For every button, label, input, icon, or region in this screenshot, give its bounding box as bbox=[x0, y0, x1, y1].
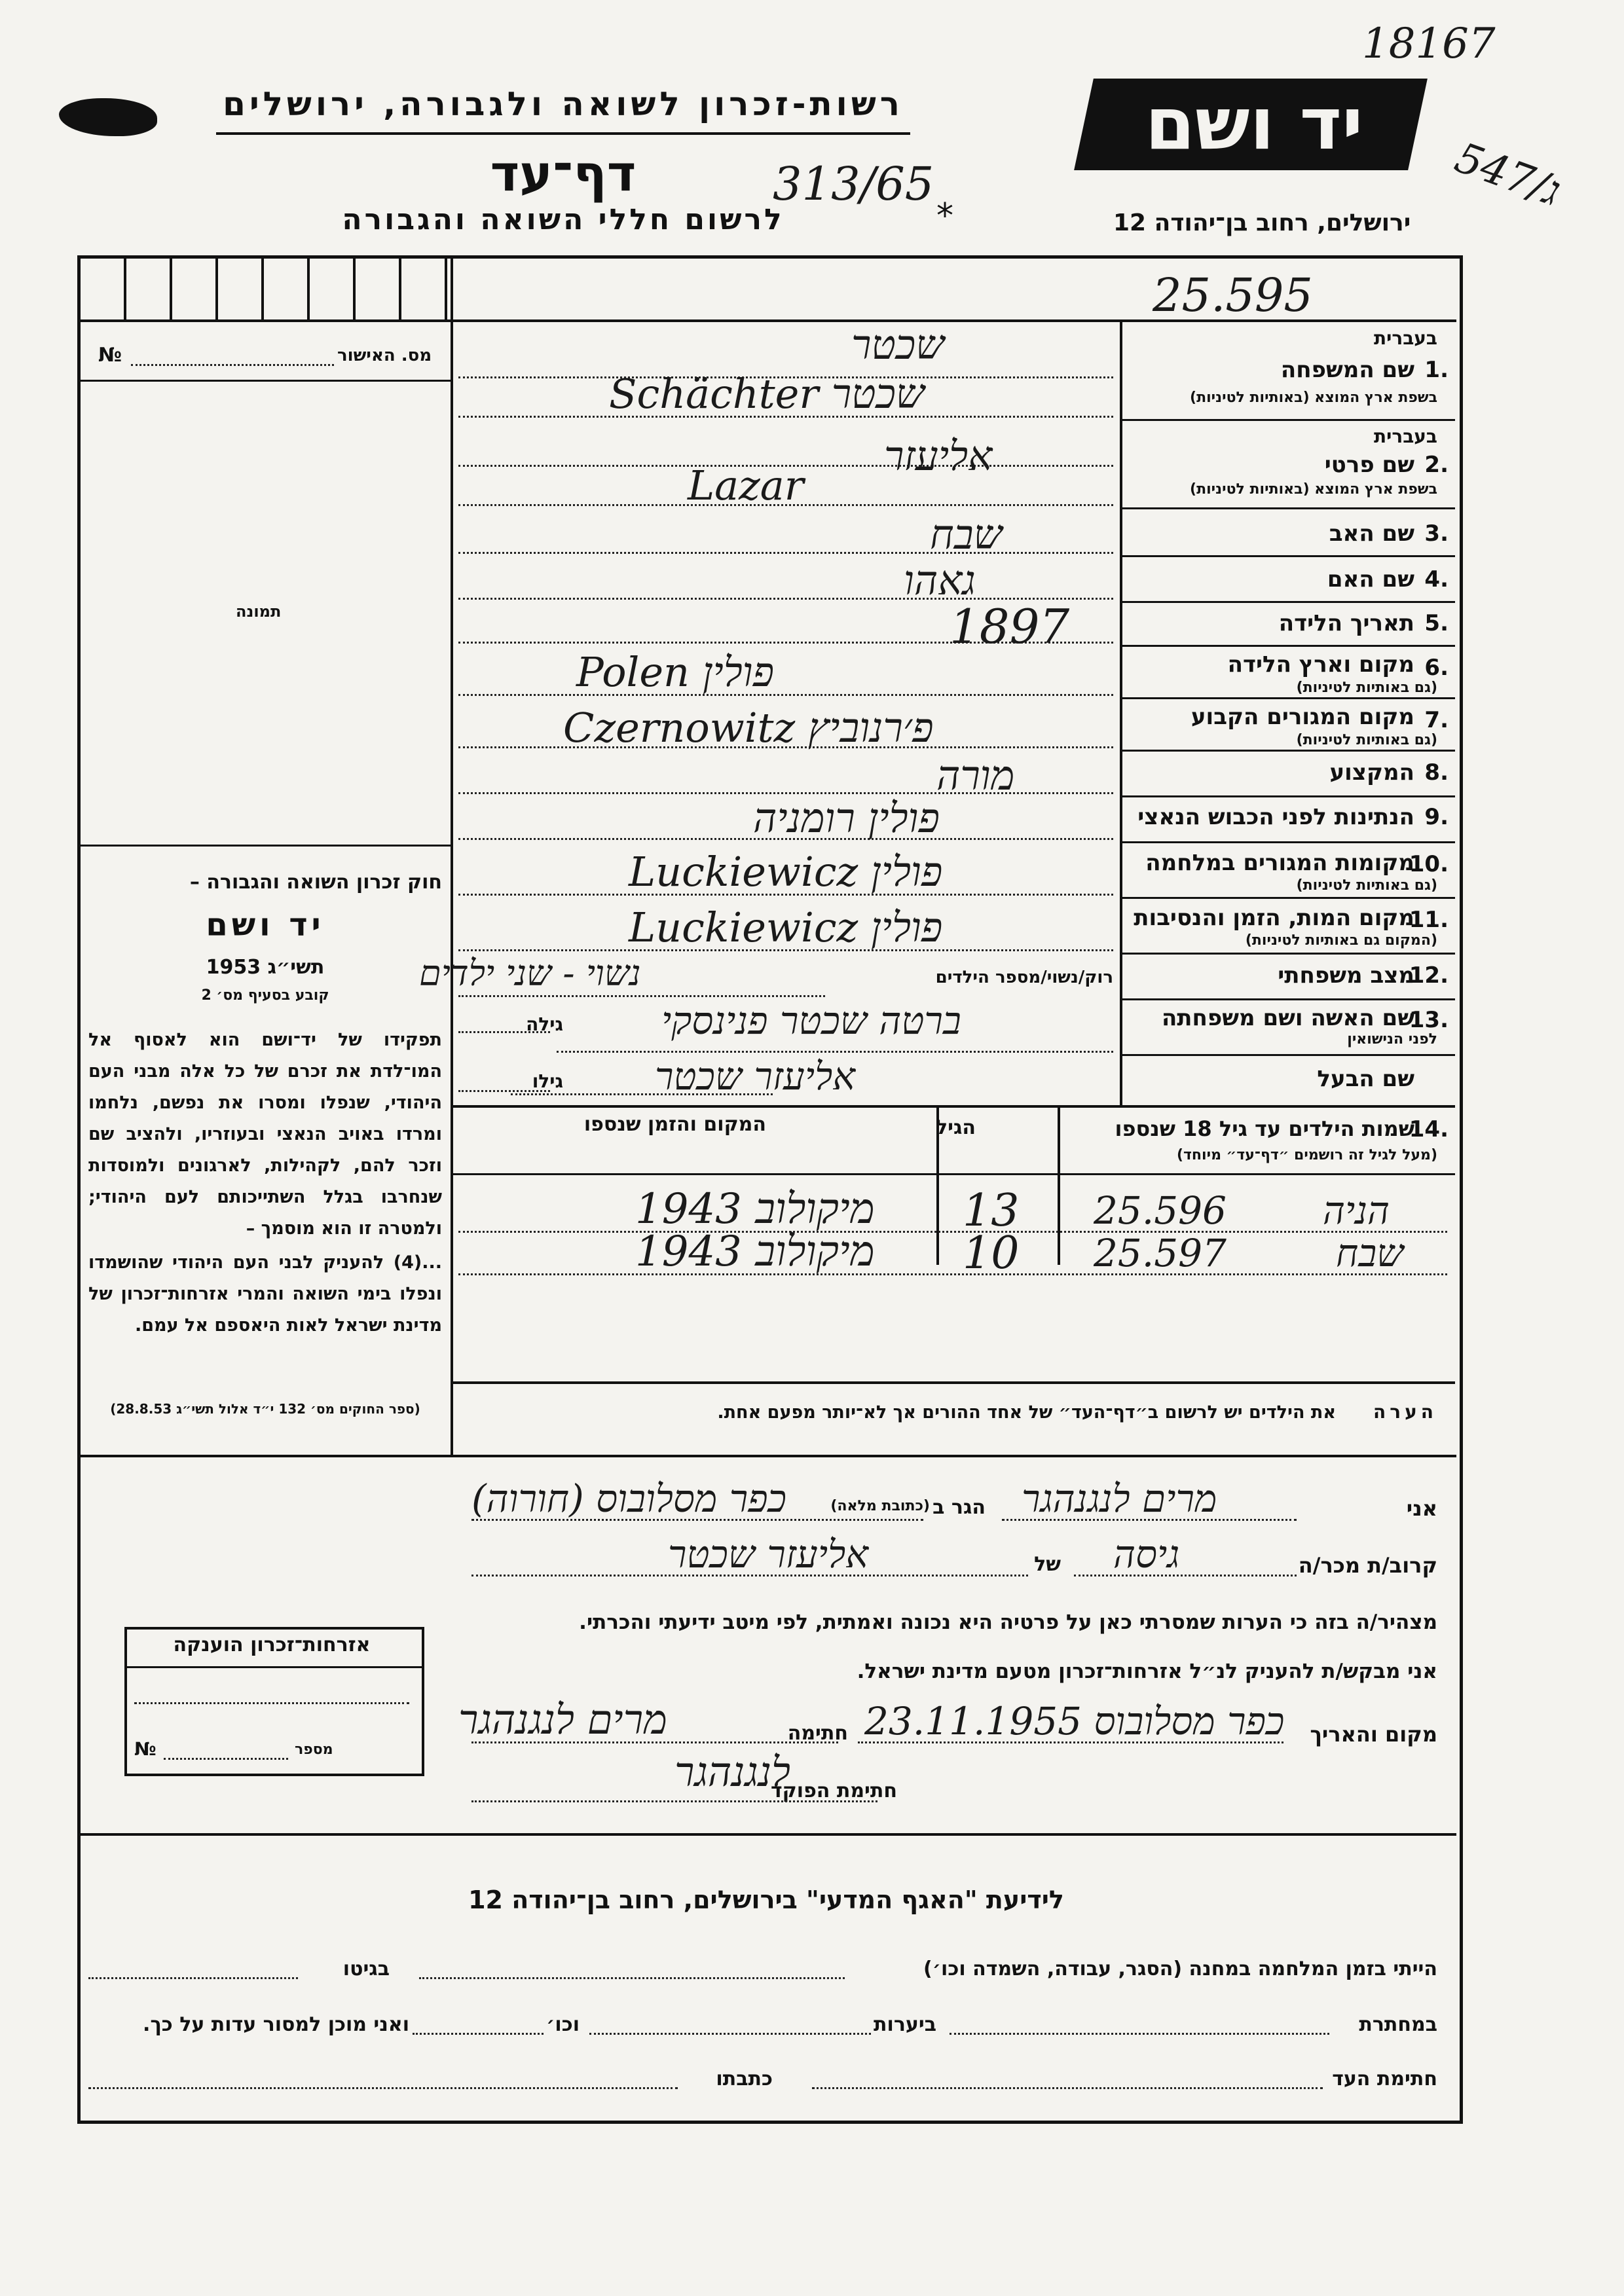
children-col-divider bbox=[1058, 1108, 1060, 1265]
field-13-label: שם האשה ושם משפחתה bbox=[1161, 1005, 1414, 1031]
row-line bbox=[1121, 750, 1455, 752]
row-line bbox=[1121, 419, 1455, 421]
child-row-line bbox=[458, 1273, 1447, 1275]
child-age: 10 bbox=[963, 1228, 1020, 1279]
citizenship-box-divider bbox=[124, 1666, 424, 1668]
footer-line1b: בגיטו bbox=[342, 1958, 390, 1980]
field-3-value: שבח bbox=[930, 511, 1003, 558]
field-2-number: 2. bbox=[1424, 452, 1449, 478]
decl-statement-1: מצהיר/ה בזה כי הערות שמסרתי כאן על פרטיה היא נכונה ואמתית, לפי מיטב ידיעתי והכרתי. bbox=[579, 1611, 1437, 1634]
row-line bbox=[1121, 507, 1455, 509]
law-ref: (ספר החוקים מס׳ 132 י״ד אלול תשי״ג 28.8.53) bbox=[110, 1401, 420, 1417]
footer-line1-label: הייתי בזמן המלחמה במחנה (הסגר, עבודה, השמדה וכו׳) bbox=[923, 1958, 1437, 1980]
children-header-line bbox=[453, 1173, 1455, 1175]
footer-line1b-dots bbox=[88, 1977, 298, 1979]
footer-line3b-dots bbox=[88, 2087, 678, 2089]
row-line bbox=[1121, 953, 1455, 955]
field-1-number: 1. bbox=[1424, 357, 1449, 383]
footer-line3a-dots bbox=[812, 2087, 1323, 2089]
field-10-value: Luckiewicz פולין bbox=[629, 848, 943, 896]
top-box-value: 25.595 bbox=[1153, 268, 1313, 322]
children-header-name: שמות הילדים עד גיל 18 שנספו bbox=[1115, 1116, 1414, 1141]
child-place: מיקולוב 1943 bbox=[635, 1228, 875, 1276]
note-label: הערה bbox=[1373, 1401, 1437, 1423]
footer-line2b: ביערות bbox=[874, 2013, 936, 2036]
field-13-age-label: גילה bbox=[526, 1013, 563, 1035]
child-place: מיקולוב 1943 bbox=[635, 1185, 875, 1233]
child-code: 25.596 bbox=[1094, 1188, 1227, 1233]
org-underline bbox=[216, 132, 910, 135]
field-2-sub: בשפת ארץ המוצא (באותיות לטיניות) bbox=[1190, 481, 1437, 498]
left-column-divider bbox=[451, 258, 453, 1456]
value-line bbox=[458, 694, 1113, 696]
field-5-label: תאריך הלידה bbox=[1278, 610, 1414, 636]
citizenship-box-title: אזרחות־זכרון הוענקה bbox=[173, 1633, 371, 1656]
form-title: דף־עד bbox=[490, 144, 637, 202]
decl-officer-line bbox=[471, 1800, 877, 1802]
field-3-number: 3. bbox=[1424, 520, 1449, 547]
stamp-number: 313/65 bbox=[773, 157, 934, 211]
field-3-label: שם האב bbox=[1329, 520, 1414, 547]
field-6-sub: (גם באותיות לטיניות) bbox=[1296, 680, 1437, 696]
row-line bbox=[1121, 601, 1455, 603]
law-name: יד ושם bbox=[206, 907, 325, 943]
row-line bbox=[1121, 998, 1455, 1000]
field-13-number: 13. bbox=[1409, 1007, 1449, 1033]
logo-text: יד ושם bbox=[1145, 82, 1363, 166]
husband-age-line bbox=[458, 1090, 550, 1092]
field-12-value: נשוי - שני ילדים bbox=[419, 953, 641, 994]
decl-statement-2: אני מבקש/ת להעניק לנ״ל אזרחות־זכרון מטעם מדינת ישראל. bbox=[857, 1660, 1437, 1683]
field-13-value: ברטה שכטר פנינסקי bbox=[661, 998, 961, 1043]
corner-note: 18167 bbox=[1362, 20, 1496, 68]
children-header-sub: (מעל לגיל זה רושמים ״דף־עד״ מיוחד) bbox=[1176, 1147, 1437, 1163]
law-year: תשי״ג 1953 bbox=[206, 956, 325, 979]
asterisk-mark: * bbox=[936, 196, 953, 236]
field-11-value: Luckiewicz פולין bbox=[629, 903, 943, 951]
decl-resident-label: הגר ב bbox=[932, 1496, 986, 1519]
row-line bbox=[1121, 1054, 1455, 1056]
footer-line2a: במחתרת bbox=[1359, 2013, 1437, 2036]
field-7-number: 7. bbox=[1424, 707, 1449, 733]
decl-place-date-label: מקום והאריך bbox=[1310, 1722, 1437, 1747]
law-text-2: ...(4) להעניק לבני העם היהודי שהושמדו ונפלו בימי השואה והמרי אזרחות־זכרון של מדינת ישראל לאות היאספם אל עמם. bbox=[88, 1252, 442, 1336]
child-row-line bbox=[458, 1231, 1447, 1233]
field-5-number: 5. bbox=[1424, 610, 1449, 636]
field-1-value: Schächter שכטר bbox=[609, 370, 925, 418]
field-13-age-line bbox=[458, 1031, 550, 1033]
decl-officer-signature: לנגנהגר bbox=[674, 1748, 791, 1796]
top-box-grid bbox=[81, 258, 451, 319]
decl-officer-label: חתימת הפוקד bbox=[771, 1779, 897, 1802]
field-11-sub: (המקום גם באותיות לטיניות) bbox=[1245, 932, 1437, 949]
husband-value: אליעזר שכטר bbox=[655, 1054, 856, 1099]
child-name: הניה bbox=[1323, 1188, 1390, 1233]
decl-of-name: אליעזר שכטר bbox=[668, 1532, 869, 1576]
decl-address: כפר מסלובוס (חורוה) bbox=[471, 1476, 786, 1521]
field-1-sub: בשפת ארץ המוצא (באותיות לטיניות) bbox=[1190, 390, 1437, 406]
field-4-label: שם האם bbox=[1327, 566, 1414, 592]
child-age: 13 bbox=[963, 1185, 1020, 1237]
citizenship-box-number: מספר bbox=[295, 1741, 333, 1758]
field-11-label: מקום המות, הזמן והנסיבות bbox=[1134, 905, 1414, 931]
field-12-number: 12. bbox=[1409, 962, 1449, 989]
field-11-number: 11. bbox=[1409, 907, 1449, 933]
field-8-number: 8. bbox=[1424, 759, 1449, 786]
row-line bbox=[1121, 795, 1455, 797]
decl-signature-label: חתימה bbox=[787, 1722, 848, 1745]
field-2-heb-tag: בעברית bbox=[1373, 426, 1437, 447]
footer-title: לידיעת "האגף המדעי" בירושלים, רחוב בן־יהודה 12 bbox=[468, 1886, 1064, 1914]
approval-underline bbox=[81, 380, 451, 382]
field-12-label: מצב משפחתי bbox=[1278, 962, 1414, 989]
footer-line2c-dots bbox=[413, 2033, 544, 2035]
child-name: שבח bbox=[1336, 1231, 1404, 1275]
row-line bbox=[1121, 555, 1455, 557]
field-1-value-hebrew: שכטר bbox=[851, 321, 945, 369]
label-column-divider bbox=[1120, 319, 1122, 1105]
footer-line2d: ואני מוכן למסור עדות על כך. bbox=[143, 2013, 409, 2036]
row-line bbox=[1121, 897, 1455, 899]
children-number: 14. bbox=[1409, 1116, 1449, 1142]
decl-place-date: כפר מסלובוס 23.11.1955 bbox=[864, 1699, 1285, 1743]
child-code: 25.597 bbox=[1094, 1231, 1227, 1275]
row-line bbox=[1121, 841, 1455, 843]
field-10-number: 10. bbox=[1409, 851, 1449, 877]
citizenship-box-mark: № bbox=[134, 1738, 157, 1760]
field-2-value: Lazar bbox=[688, 462, 804, 509]
field-1-heb-tag: בעברית bbox=[1373, 327, 1437, 349]
footer-line2b-dots bbox=[589, 2033, 871, 2035]
field-9-value: פולין רומניה bbox=[753, 794, 940, 842]
value-line bbox=[458, 995, 825, 997]
children-header-age: הגיל bbox=[936, 1116, 976, 1139]
footer-line3b: כתבתו bbox=[716, 2068, 773, 2090]
husband-age-label: גילו bbox=[532, 1070, 563, 1092]
decl-of-label: של bbox=[1034, 1553, 1061, 1576]
law-title: חוק זכרון השואה והגבורה – bbox=[189, 871, 442, 894]
photo-bottom-line bbox=[81, 845, 451, 847]
field-9-number: 9. bbox=[1424, 804, 1449, 830]
field-8-label: המקצוע bbox=[1329, 759, 1414, 786]
approval-no-mark: № bbox=[98, 344, 122, 367]
field-2-label: שם פרטי bbox=[1324, 452, 1414, 478]
form-subtitle: לרשום חללי השואה והגבורה bbox=[342, 203, 784, 236]
row-line bbox=[1121, 697, 1455, 699]
field-4-value: גאהו bbox=[904, 556, 976, 604]
decl-relation: גיסה bbox=[1113, 1532, 1180, 1576]
field-10-sub: (גם באותיות לטיניות) bbox=[1296, 877, 1437, 894]
field-9-label: הנתינות לפני הכבוש הנאצי bbox=[1137, 804, 1414, 830]
field-4-number: 4. bbox=[1424, 566, 1449, 592]
footer-line2a-dots bbox=[950, 2033, 1329, 2035]
field-5-value: 1897 bbox=[950, 599, 1070, 654]
footer-line1-dots bbox=[419, 1977, 845, 1979]
note-bottom-line bbox=[79, 1455, 1456, 1457]
photo-label: תמונה bbox=[236, 602, 282, 621]
field-8-value: מורה bbox=[936, 752, 1015, 799]
note-text: את הילדים יש לרשום ב״דף־העד״ של אחד ההורים אך לא־יותר מפעם אחת. bbox=[717, 1402, 1336, 1423]
row-line bbox=[1121, 645, 1455, 647]
field-10-label: מקומות המגורים במלחמה bbox=[1145, 850, 1414, 876]
ink-blot bbox=[59, 98, 157, 136]
decl-relation-line bbox=[1074, 1575, 1297, 1576]
org-line: רשות-זכרון לשואה ולגבורה, ירושלים bbox=[223, 85, 904, 123]
field-7-value: Czernowitz פ׳רנוביץ bbox=[563, 704, 934, 752]
law-clause: קובע בסעיף מס׳ 2 bbox=[201, 987, 329, 1004]
field-13-sub: לפני הנישואין bbox=[1347, 1031, 1437, 1048]
law-text: תפקידו של יד־ושם הוא לאסוף אל המו־לדת את זכרם של כל אלה מבני העם היהודי, שנפלו ומסרו את נפשם, נלחמו ומרדו באויב הנאצי ובעוזריו, ולהציב שם וזכר להם, לקהילות, לארגונים ולמוסדות שנחרבו בגלל השתייכותם לעם היהודי; ולמטרה זו הוא מוסמך – bbox=[88, 1030, 442, 1239]
decl-relation-label: קרוב/ת מכר/ה bbox=[1298, 1553, 1437, 1578]
citizenship-box-line bbox=[134, 1702, 409, 1704]
decl-name: מרים לנגנהגר bbox=[1022, 1476, 1217, 1521]
address: ירושלים, רחוב בן־יהודה 12 bbox=[1113, 210, 1411, 236]
field-7-sub: (גם באותיות לטיניות) bbox=[1296, 732, 1437, 748]
field-2-value-hebrew: אליעזר bbox=[884, 432, 993, 480]
footer-line2c: וכו׳ bbox=[546, 2013, 580, 2036]
citizenship-number-line bbox=[164, 1758, 288, 1760]
field-12-sub: רוק/נשוי/מספר הילדים bbox=[935, 968, 1113, 987]
husband-label: שם הבעל bbox=[1317, 1066, 1414, 1092]
row-line bbox=[453, 1105, 1455, 1108]
value-line bbox=[557, 1051, 1113, 1053]
field-6-value: Polen פולין bbox=[576, 648, 775, 696]
field-6-label: מקום וארץ הלידה bbox=[1227, 651, 1414, 678]
side-note: 547/ג bbox=[1449, 134, 1567, 216]
field-1-label: שם המשפחה bbox=[1280, 357, 1414, 383]
note-top-line bbox=[453, 1381, 1455, 1384]
decl-signature: מרים לנגנהגר bbox=[458, 1696, 667, 1743]
footer-top-line bbox=[79, 1833, 1456, 1836]
decl-address-hint: (כתובת מלאה) bbox=[830, 1498, 930, 1514]
decl-i-label: אני bbox=[1406, 1496, 1437, 1521]
footer-line3a: חתימת העד bbox=[1332, 2068, 1437, 2090]
approval-no-line bbox=[131, 364, 334, 366]
approval-no-label: מס. האישור bbox=[337, 346, 432, 365]
value-line bbox=[458, 552, 1113, 554]
field-7-label: מקום המגורים הקבוע bbox=[1190, 704, 1414, 730]
children-header-place: המקום והזמן שנספו bbox=[583, 1113, 766, 1136]
field-6-number: 6. bbox=[1424, 655, 1449, 681]
